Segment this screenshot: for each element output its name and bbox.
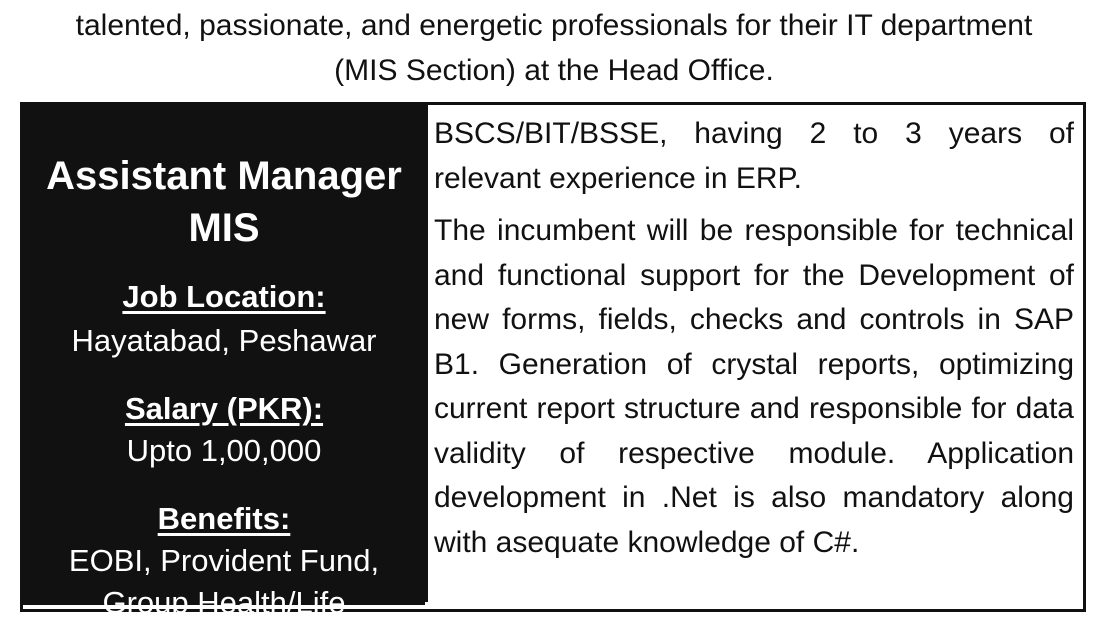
- benefits-label-text: Benefits:: [157, 501, 291, 536]
- salary-label-text: Salary (PKR):: [124, 391, 324, 426]
- intro-line-1: talented, passionate, and energetic professionals for their IT department: [75, 9, 1033, 42]
- salary-value: Upto 1,00,000: [126, 433, 322, 468]
- job-location-value: Hayatabad, Peshawar: [71, 323, 377, 358]
- job-title-line-1: Assistant Manager: [46, 154, 402, 198]
- job-location-label: [23, 279, 425, 315]
- qualification-text: BSCS/BIT/BSSE, having 2 to 3 years of relevant experience in ERP.: [434, 117, 1074, 195]
- intro-line-2: (MIS Section) at the Head Office.: [334, 54, 774, 87]
- benefits-line-1: EOBI, Provident Fund,: [68, 543, 380, 578]
- benefits-label: [23, 501, 425, 537]
- position-panel: [23, 105, 425, 620]
- intro-text: [0, 0, 1108, 100]
- column-divider: [425, 102, 428, 602]
- job-location-label-text: Job Location:: [122, 279, 326, 314]
- salary-label: [23, 391, 425, 427]
- responsibilities-text: The incumbent will be responsible for technical and functional support for the Development of new forms, fields, checks and controls in SAP B1. Generation of crystal reports, optimizing current report structure and responsible for data validity of respective module. Application development in .Net is also mandatory along with asequate knowledge of C#.: [434, 214, 1074, 559]
- job-title-line-2: MIS: [188, 206, 260, 250]
- benefits-line-2: Group Health/Life: [102, 585, 346, 620]
- requirements-panel: [434, 112, 1074, 602]
